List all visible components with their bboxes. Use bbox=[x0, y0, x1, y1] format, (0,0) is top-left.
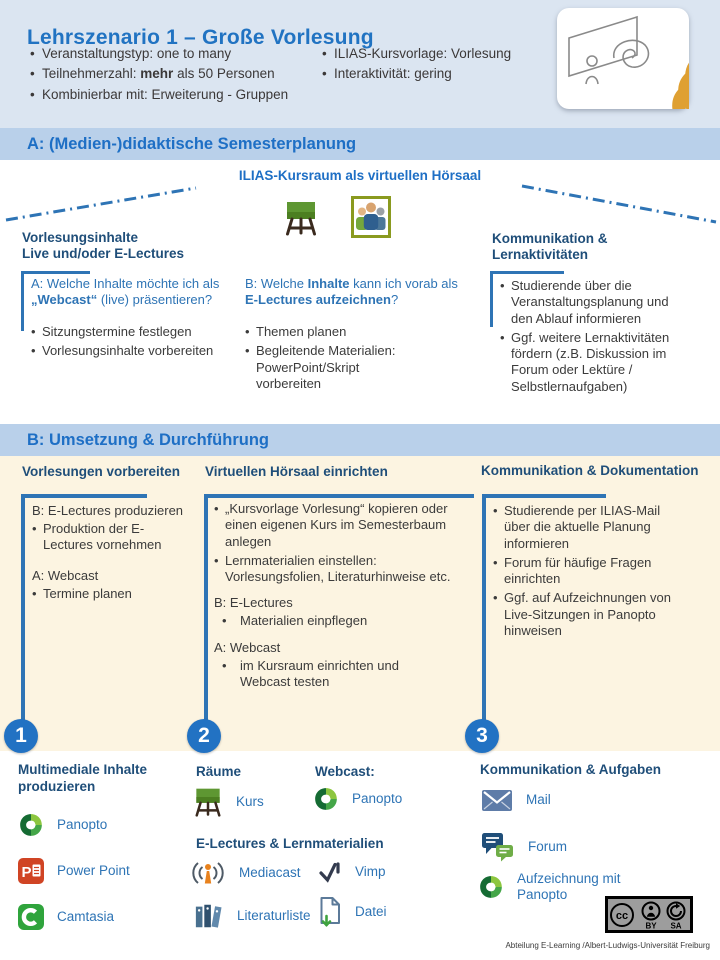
tool-item-powerpoint bbox=[18, 858, 130, 884]
sub-heading: A: Webcast bbox=[32, 567, 99, 583]
tool-label: Datei bbox=[355, 903, 387, 919]
question-b: B: Welche Inhalte kann ich vorab als E-Lectures aufzeichnen? bbox=[245, 276, 458, 308]
cc-by-sa-license-badge bbox=[605, 896, 693, 933]
tool-item-forum bbox=[481, 832, 567, 862]
tool-item-vimp bbox=[318, 860, 386, 884]
col-b1-content bbox=[32, 503, 184, 605]
vimp-check-icon bbox=[318, 860, 342, 884]
page-title: Lehrszenario 1 – Große Vorlesung bbox=[27, 26, 374, 50]
tool-item-literaturliste bbox=[194, 902, 311, 930]
col-a1-heading: Vorlesungsinhalte Live und/oder E-Lectures bbox=[22, 230, 185, 262]
tool-label: Panopto bbox=[57, 816, 108, 832]
file-download-icon bbox=[318, 896, 342, 928]
lecture-sketch-illustration bbox=[557, 8, 689, 109]
tool-label: Kurs bbox=[236, 793, 264, 809]
powerpoint-icon bbox=[18, 858, 44, 884]
sub-bullets bbox=[214, 613, 468, 629]
group-icon bbox=[351, 196, 391, 238]
tools-col3-heading: Kommunikation & Aufgaben bbox=[480, 762, 661, 777]
section-b-band: B: Umsetzung & Durchführung bbox=[0, 424, 720, 456]
list-item: • Ggf. auf Aufzeichnungen von Live-Sitzungen in Panopto hinweisen bbox=[493, 590, 685, 639]
list-item: • Begleitende Materialien: PowerPoint/Skript vorbereiten bbox=[245, 343, 415, 392]
attribution-text: Abteilung E-Learning /Albert-Ludwigs-Universität Freiburg bbox=[505, 941, 710, 950]
tool-item-panopto bbox=[18, 812, 107, 838]
panopto-icon bbox=[18, 812, 44, 838]
sub-heading: B: E-Lectures produzieren bbox=[32, 503, 184, 518]
tool-item-mail bbox=[481, 789, 551, 812]
tool-label: Camtasia bbox=[57, 908, 115, 924]
course-board-icon bbox=[193, 786, 223, 818]
list-item: • Studierende per ILIAS-Mail über die aktuelle Planung informieren bbox=[493, 503, 685, 552]
step-badge-2: 2 bbox=[187, 719, 221, 753]
sub-heading: A: Webcast bbox=[214, 639, 281, 655]
tool-label: Forum bbox=[528, 838, 568, 854]
svg-text:BY: BY bbox=[645, 921, 657, 930]
list-item: • Lernmaterialien einstellen: Vorlesungsfolien, Literaturhinweise etc. bbox=[214, 553, 468, 586]
svg-text:cc: cc bbox=[615, 909, 629, 922]
col-b2-content bbox=[214, 501, 468, 693]
col-b3-bullets bbox=[493, 503, 685, 642]
tools-elearning-heading: E-Lectures & Lernmaterialien bbox=[196, 836, 384, 851]
panopto-icon bbox=[313, 786, 339, 812]
section-a-band: A: (Medien-)didaktische Semesterplanung bbox=[0, 128, 720, 160]
question-a: A: Welche Inhalte möchte ich als „Webcast“ (live) präsentieren? bbox=[31, 276, 220, 308]
lecture-sketch-drawing bbox=[557, 8, 689, 109]
svg-text:SA: SA bbox=[670, 921, 682, 930]
list-item: • Ggf. weitere Lernaktivitäten fördern (z.B. Diskussion im Forum oder Lektüre / Selbstlernaufgaben) bbox=[500, 330, 690, 395]
sub-heading: B: E-Lectures bbox=[214, 595, 293, 611]
col-b2-bullets bbox=[214, 501, 468, 585]
col-a2-bullets bbox=[245, 324, 415, 395]
by-person-icon bbox=[643, 902, 660, 919]
tool-label: Mail bbox=[526, 792, 551, 808]
header-bullet: • Teilnehmerzahl: mehr als 50 Personen bbox=[30, 66, 322, 82]
camtasia-icon bbox=[18, 904, 44, 930]
list-item: • Themen planen bbox=[245, 324, 415, 340]
header-bullet: • Veranstaltungstyp: one to many bbox=[30, 46, 322, 62]
sub-bullets bbox=[32, 586, 184, 602]
col-a3-heading: Kommunikation & Lernaktivitäten bbox=[492, 231, 608, 263]
tool-item-mediacast bbox=[190, 860, 301, 886]
header-bullet: • Kombinierbar mit: Erweiterung - Gruppen bbox=[30, 87, 322, 103]
tools-col1-heading: Multimediale Inhalte produzieren bbox=[18, 762, 148, 794]
list-item: • Materialien einpflegen bbox=[214, 613, 468, 629]
list-item: • Sitzungstermine festlegen bbox=[31, 324, 231, 340]
tool-label: Power Point bbox=[57, 862, 130, 878]
panopto-icon bbox=[478, 874, 504, 900]
sub-bullets bbox=[32, 521, 184, 554]
forum-icon bbox=[481, 832, 515, 862]
books-icon bbox=[194, 902, 224, 930]
step-badge-3: 3 bbox=[465, 719, 499, 753]
tool-item-kurs bbox=[193, 786, 264, 818]
col-b3-heading: Kommunikation & Dokumentation bbox=[481, 463, 699, 478]
cc-by-sa-icons bbox=[609, 900, 689, 930]
tools-webcast-heading: Webcast: bbox=[315, 764, 375, 779]
header-bullets-right bbox=[322, 46, 552, 87]
header-bullet: • Interaktivität: gering bbox=[322, 66, 552, 82]
header-bullet: • ILIAS-Kursvorlage: Vorlesung bbox=[322, 46, 552, 62]
tool-label: Literaturliste bbox=[237, 907, 311, 923]
tool-item-datei bbox=[318, 896, 387, 928]
sub-bullets bbox=[214, 658, 404, 691]
list-item: • Termine planen bbox=[32, 586, 184, 602]
header-bullets-left bbox=[30, 46, 322, 107]
tool-label: Panopto bbox=[352, 790, 403, 806]
mail-icon bbox=[481, 789, 513, 812]
dash-line-left bbox=[6, 188, 196, 220]
tool-label: Mediacast bbox=[239, 864, 301, 880]
tool-label: Vimp bbox=[355, 863, 386, 879]
virtual-lecture-hall-heading: ILIAS-Kursraum als virtuellen Hörsaal bbox=[238, 168, 482, 183]
tool-item-camtasia bbox=[18, 904, 114, 930]
list-item: • Produktion der E-Lectures vornehmen bbox=[32, 521, 184, 554]
list-item: • im Kursraum einrichten und Webcast testen bbox=[214, 658, 404, 691]
col-b1-heading: Vorlesungen vorbereiten bbox=[22, 464, 181, 479]
list-item: • Studierende über die Veranstaltungsplanung und den Ablauf informieren bbox=[500, 278, 690, 327]
list-item: • „Kursvorlage Vorlesung“ kopieren oder einen eigenen Kurs im Semesterbaum anlegen bbox=[214, 501, 468, 550]
list-item: • Vorlesungsinhalte vorbereiten bbox=[31, 343, 231, 359]
list-item: • Forum für häufige Fragen einrichten bbox=[493, 555, 685, 588]
tool-label: Aufzeichnung mit Panopto bbox=[517, 871, 621, 903]
tool-item-panopto-webcast bbox=[313, 786, 402, 812]
tools-rooms-heading: Räume bbox=[196, 764, 242, 779]
dash-line-right bbox=[522, 186, 716, 222]
course-board-icon bbox=[283, 199, 319, 237]
col-a1-bullets bbox=[31, 324, 231, 363]
header bbox=[0, 0, 720, 128]
step-badge-1: 1 bbox=[4, 719, 38, 753]
col-b2-heading: Virtuellen Hörsaal einrichten bbox=[205, 464, 388, 479]
mediacast-antenna-icon bbox=[190, 860, 226, 886]
col-a3-bullets bbox=[500, 278, 690, 398]
